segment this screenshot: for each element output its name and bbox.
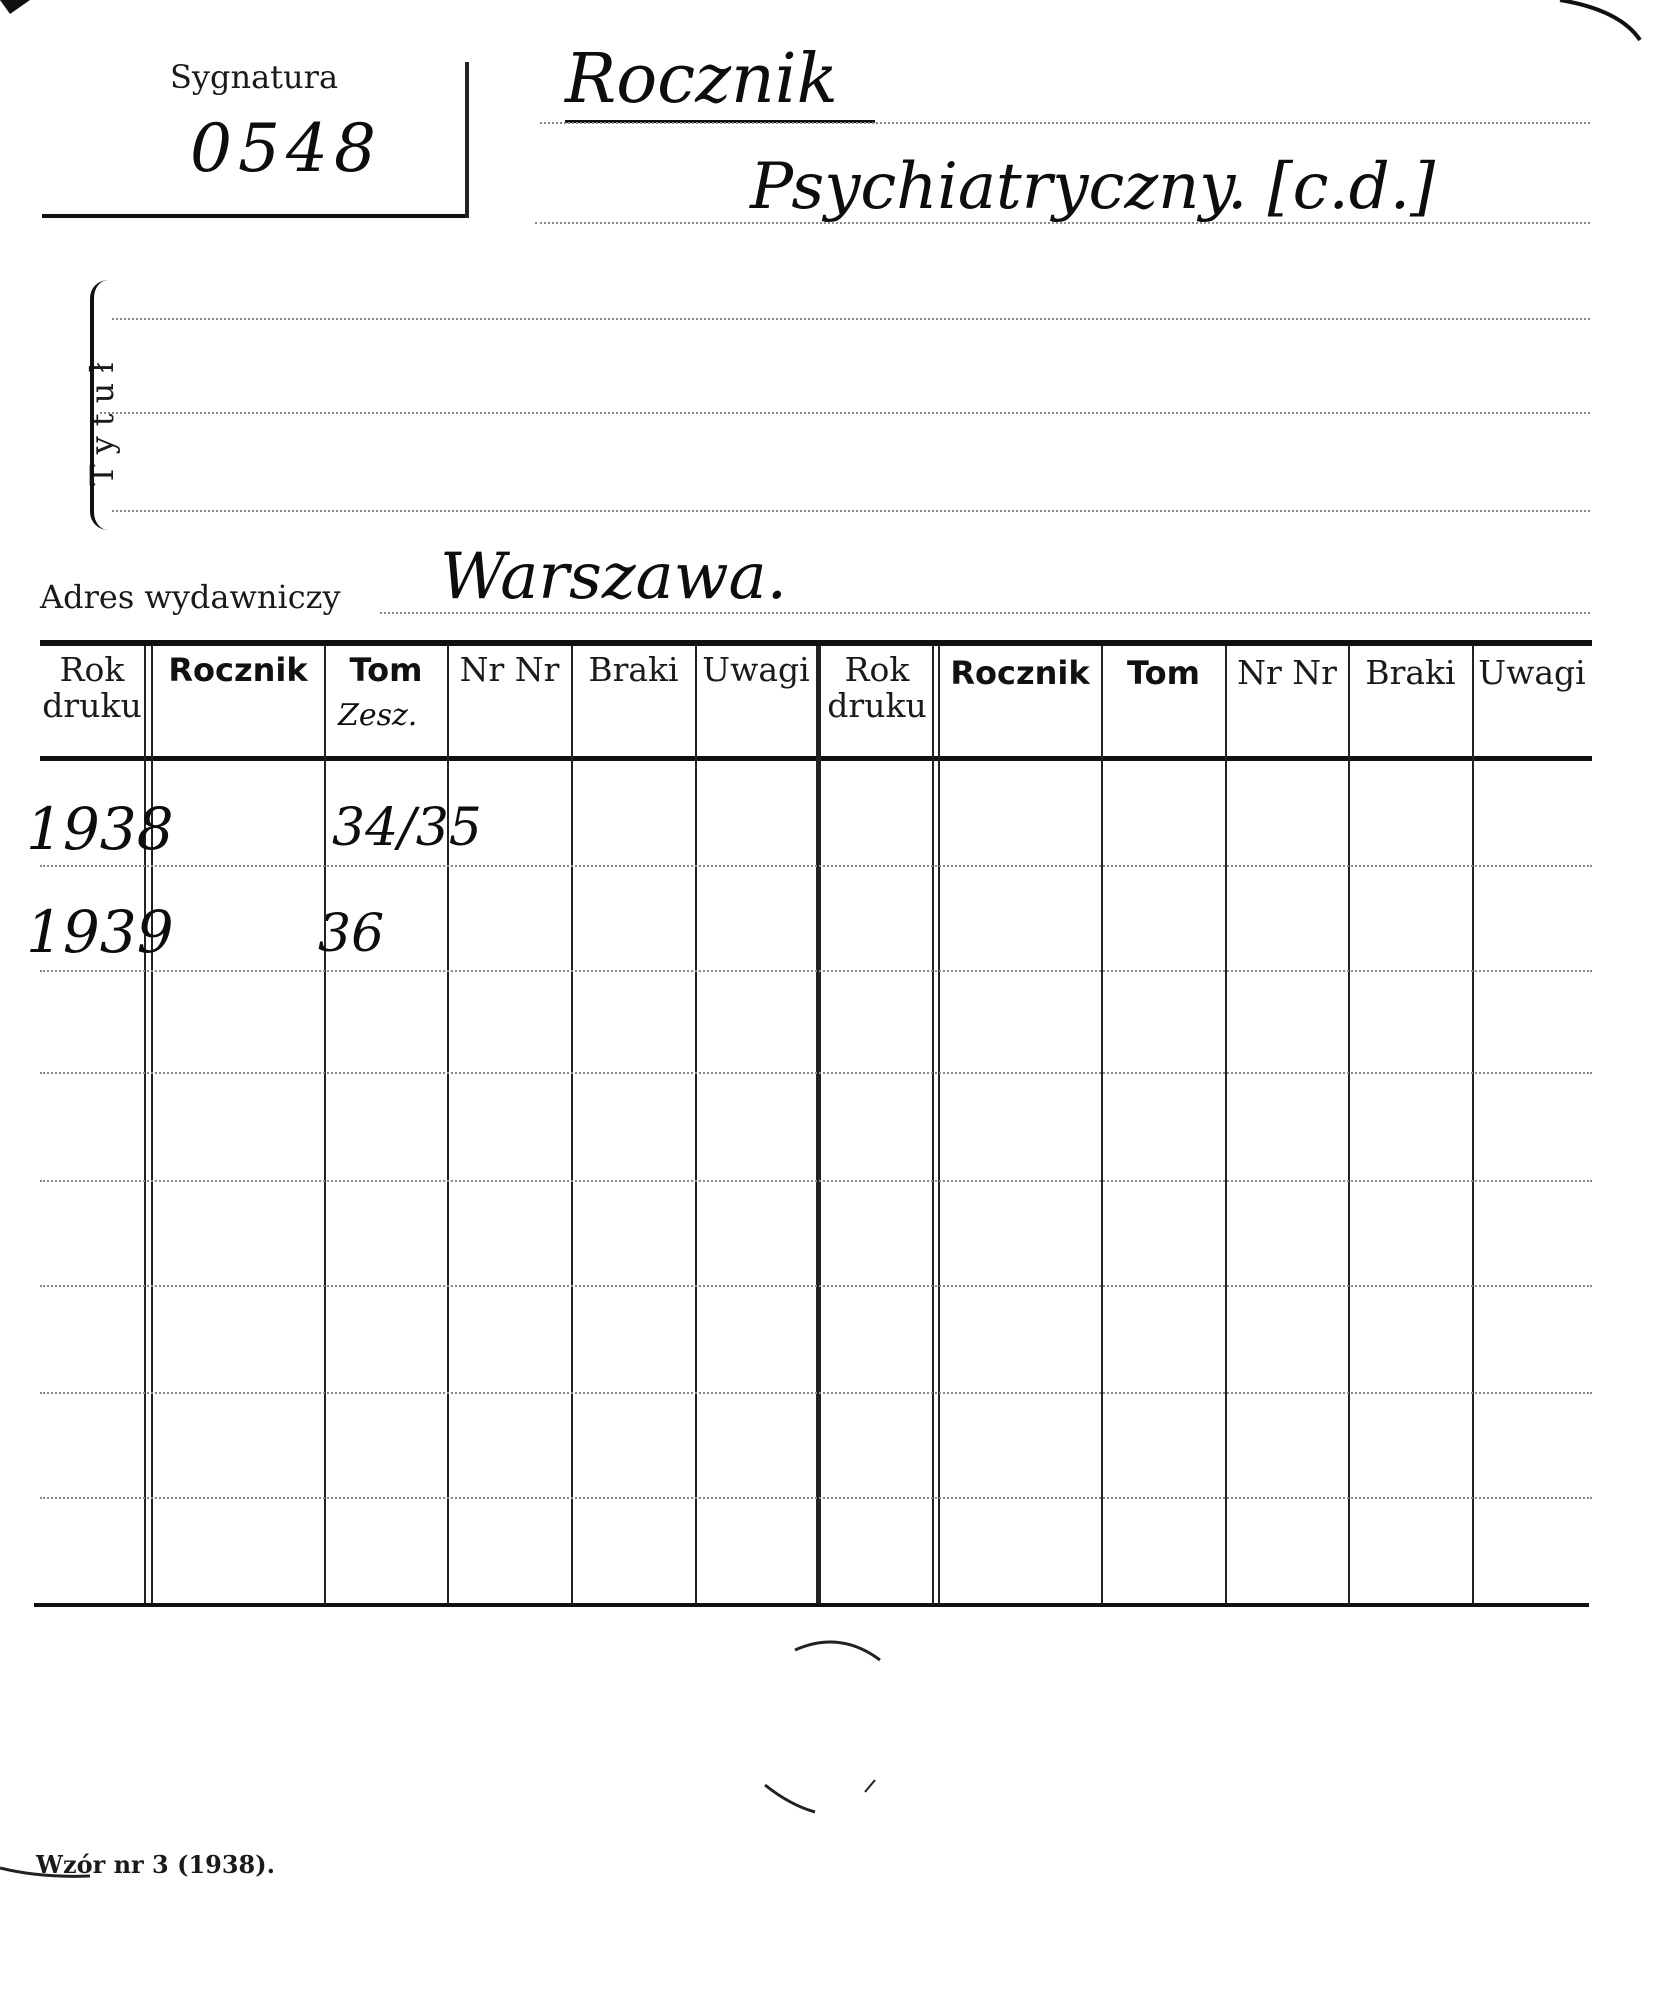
footer-form-number: Wzór nr 3 (1938). xyxy=(36,1850,275,1879)
tytul-label: Tytuł xyxy=(83,352,121,486)
hdr-nrnr-right: Nr Nr xyxy=(1237,653,1337,692)
adres-label: Adres wydawniczy xyxy=(40,578,341,616)
hdr-rok-druku-right: Rok druku xyxy=(827,650,927,725)
hdr-rocznik-right: Rocznik xyxy=(950,654,1090,692)
row-2-tom: 36 xyxy=(318,904,385,964)
sygnatura-label: Sygnatura xyxy=(170,58,339,96)
hdr-uwagi-left: Uwagi xyxy=(702,650,810,689)
hdr-tom-right: Tom xyxy=(1127,654,1200,692)
hdr-rok-druku-left: Rok druku xyxy=(42,650,142,725)
hdr-braki-right: Braki xyxy=(1365,653,1456,692)
sygnatura-value: 0548 xyxy=(190,110,382,187)
title-line-1: Rocznik xyxy=(565,40,838,119)
hdr-uwagi-right: Uwagi xyxy=(1478,653,1586,692)
title-line-2: Psychiatryczny. [c.d.] xyxy=(750,150,1436,224)
row-1-tom: 34/35 xyxy=(332,798,482,858)
adres-value: Warszawa. xyxy=(440,540,787,614)
hdr-tom-left: Tom xyxy=(349,651,423,689)
row-1-rok: 1938 xyxy=(26,795,174,863)
hdr-nrnr-left: Nr Nr xyxy=(459,650,560,689)
hdr-rocznik-left: Rocznik xyxy=(168,651,308,689)
hdr-tom-subnote: Zesz. xyxy=(338,698,418,733)
row-2-rok: 1939 xyxy=(26,898,174,966)
hdr-braki-left: Braki xyxy=(588,650,679,689)
